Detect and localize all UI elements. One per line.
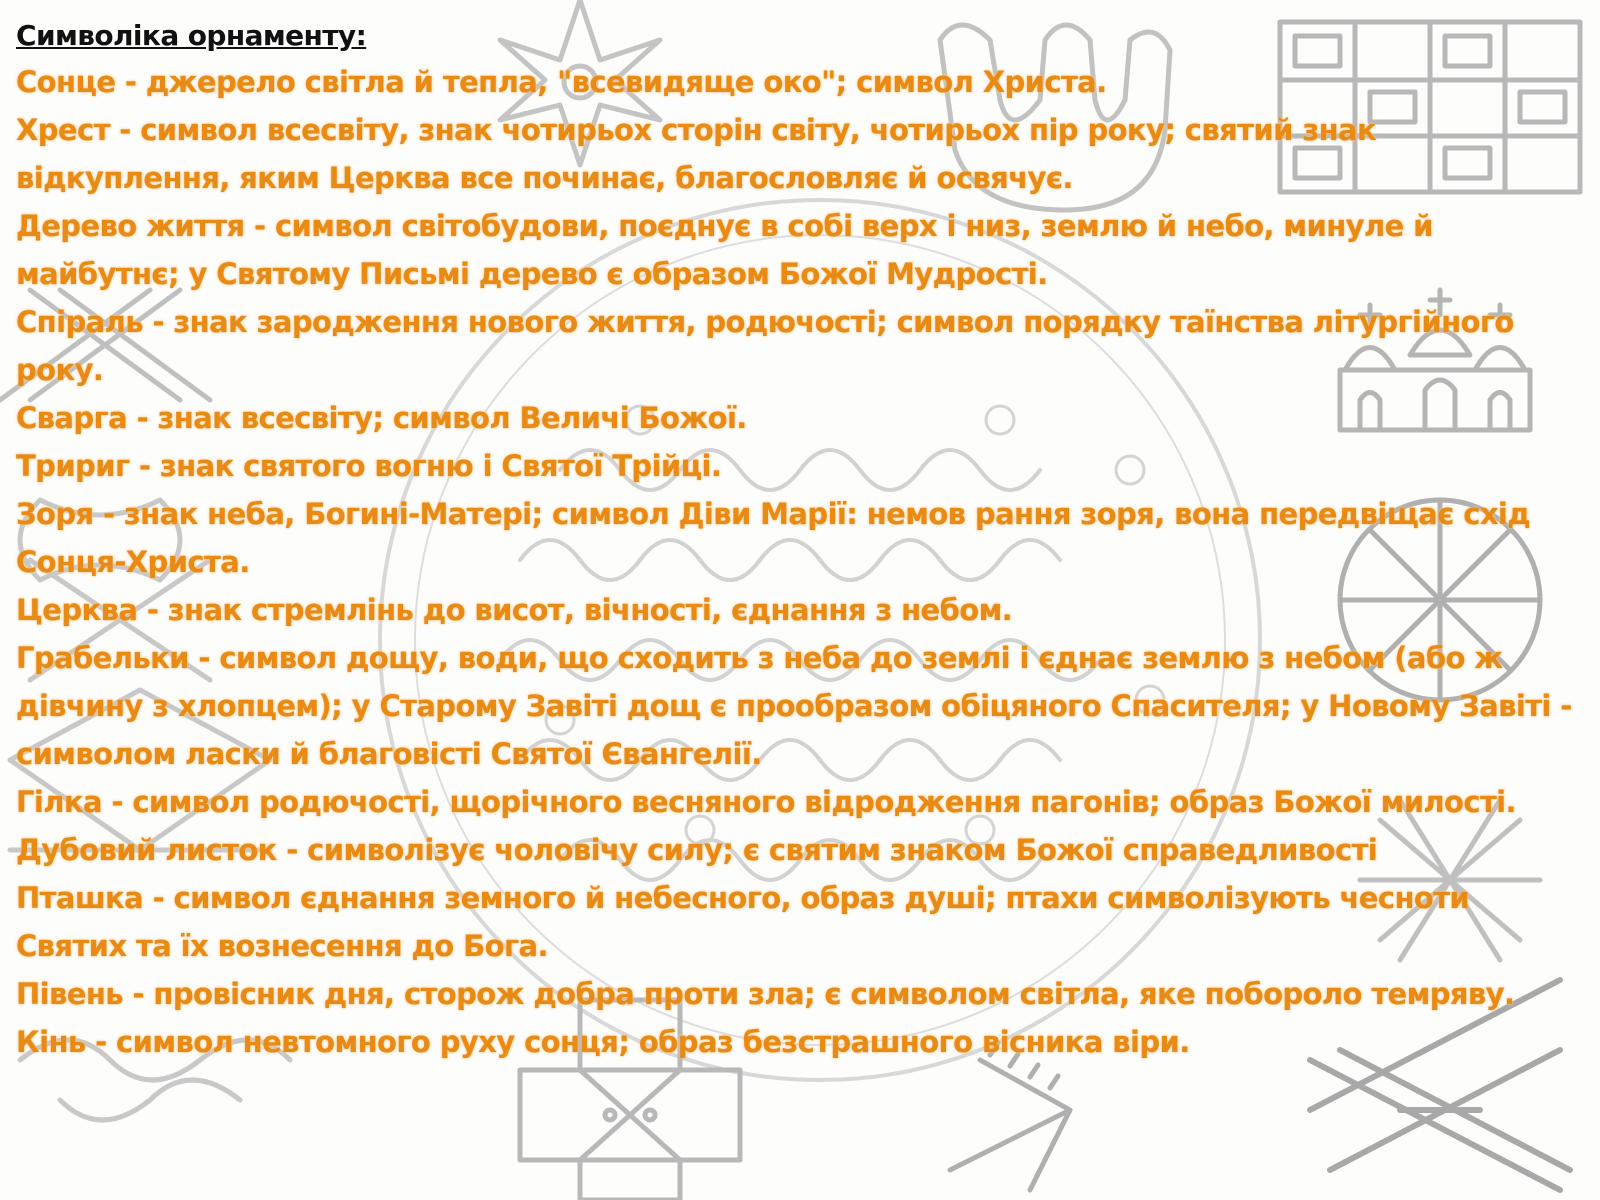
page-title: Символіка орнаменту: (16, 19, 367, 52)
symbol-church: Церква - знак стремлінь до висот, вічності, єднання з небом. (16, 593, 1013, 627)
symbol-bird: Пташка - символ єднання земного й небесного, образ душі; птахи символізують чесноти Святих та їх вознесення до Бога. (16, 881, 1470, 963)
symbol-horse: Кінь - символ невтомного руху сонця; образ безстрашного вісника віри. (16, 1025, 1190, 1059)
symbol-branch: Гілка - символ родючості, щорічного весняного відродження пагонів; образ Божої милості. Дубовий листок - символізує чоловічу силу; є святим знаком Божої справедливості (16, 785, 1516, 867)
symbol-sun: Сонце - джерело світла й тепла, "всевидяще око"; символ Христа. (16, 65, 1107, 99)
symbol-rooster: Півень - провісник дня, сторож добра проти зла; є символом світла, яке побороло темряву. (16, 977, 1515, 1011)
symbol-tree-of-life: Дерево життя - символ світобудови, поєднує в собі верх і низ, землю й небо, минуле й майбутнє; у Святому Письмі дерево є образом Божої Мудрості. (16, 209, 1433, 291)
symbol-rake: Грабельки - символ дощу, води, що сходить з неба до землі і єднає землю з небом (або ж дівчину з хлопцем); у Старому Завіті дощ є прообразом обіцяного Спасителя; у Новому Завіті - символом ласки й благовісті Святої Євангелії. (16, 641, 1572, 771)
symbol-tryrig: Тририг - знак святого вогню і Святої Трійці. (16, 449, 722, 483)
symbol-cross: Хрест - символ всесвіту, знак чотирьох сторін світу, чотирьох пір року; святий знак відкуплення, яким Церква все починає, благословляє й освячує. (16, 113, 1377, 195)
symbol-star: Зоря - знак неба, Богині-Матері; символ Діви Марії: немов рання зоря, вона передвіщає схід Сонця-Христа. (16, 497, 1531, 579)
symbol-svarga: Сварга - знак всесвіту; символ Величі Божої. (16, 401, 747, 435)
text-block (16, 14, 1586, 1066)
symbol-spiral: Спіраль - знак зародження нового життя, родючості; символ порядку таїнства літургійного року. (16, 305, 1514, 387)
